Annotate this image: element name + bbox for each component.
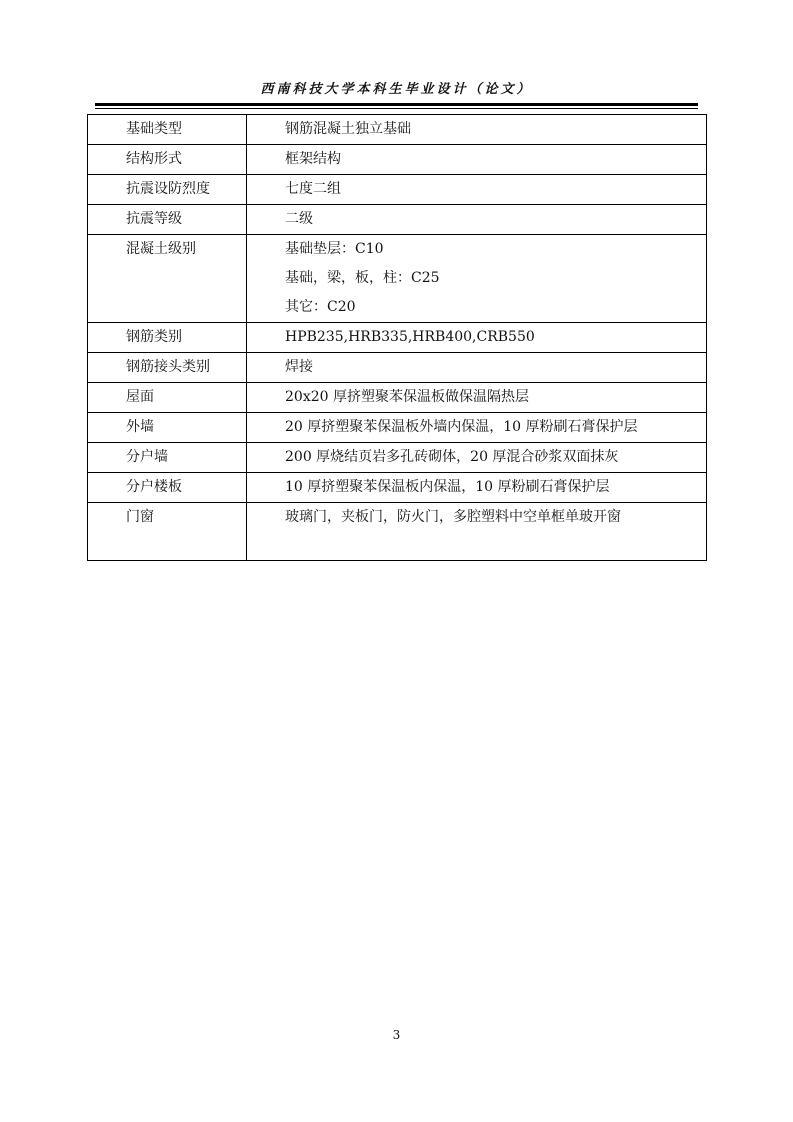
header-rule-thin	[95, 108, 698, 109]
header-rule-thick	[95, 103, 698, 106]
value-line: 20x20 厚挤塑聚苯保温板做保温隔热层	[285, 389, 529, 405]
row-label: 混凝土级别	[88, 235, 247, 323]
value-line: 其它：C20	[285, 299, 356, 315]
row-value	[247, 413, 707, 443]
page-header-title: 西南科技大学本科生毕业设计（论文）	[260, 82, 533, 97]
value-line: 框架结构	[285, 151, 341, 167]
row-label: 抗震设防烈度	[88, 175, 247, 205]
row-label: 外墙	[88, 413, 247, 443]
value-line: 玻璃门，夹板门，防火门，多腔塑料中空单框单玻开窗	[285, 509, 621, 525]
row-label: 门窗	[88, 503, 247, 561]
table-row	[88, 145, 707, 175]
row-label: 屋面	[88, 383, 247, 413]
row-value	[247, 353, 707, 383]
value-line: HPB235,HRB335,HRB400,CRB550	[285, 329, 535, 345]
table-row	[88, 413, 707, 443]
row-value	[247, 323, 707, 353]
table-row	[88, 473, 707, 503]
row-label: 基础类型	[88, 115, 247, 145]
value-line: 二级	[285, 211, 313, 227]
table-row	[88, 323, 707, 353]
value-line: 焊接	[285, 359, 313, 375]
table-row	[88, 205, 707, 235]
design-spec-table	[87, 114, 707, 561]
value-line: 200 厚烧结页岩多孔砖砌体，20 厚混合砂浆双面抹灰	[285, 449, 619, 465]
row-value	[247, 145, 707, 175]
row-value	[247, 443, 707, 473]
table-row	[88, 235, 707, 323]
row-value	[247, 503, 707, 561]
value-line: 10 厚挤塑聚苯保温板内保温，10 厚粉刷石膏保护层	[285, 479, 610, 495]
table-row	[88, 503, 707, 561]
value-line: 钢筋混凝土独立基础	[285, 121, 411, 137]
value-line: 基础垫层：C10	[285, 241, 384, 257]
row-label: 钢筋类别	[88, 323, 247, 353]
row-value	[247, 235, 707, 323]
value-line: 基础，梁，板，柱：C25	[285, 270, 440, 286]
row-value	[247, 115, 707, 145]
value-line: 七度二组	[285, 181, 341, 197]
value-line: 20 厚挤塑聚苯保温板外墙内保温，10 厚粉刷石膏保护层	[285, 419, 638, 435]
row-value	[247, 383, 707, 413]
row-value	[247, 473, 707, 503]
table-row	[88, 383, 707, 413]
row-value	[247, 205, 707, 235]
table-row	[88, 443, 707, 473]
row-label: 钢筋接头类别	[88, 353, 247, 383]
row-label: 分户楼板	[88, 473, 247, 503]
table-row	[88, 353, 707, 383]
row-label: 分户墙	[88, 443, 247, 473]
row-label: 结构形式	[88, 145, 247, 175]
row-label: 抗震等级	[88, 205, 247, 235]
table-row	[88, 115, 707, 145]
table-row	[88, 175, 707, 205]
page-number: 3	[392, 1028, 401, 1042]
row-value	[247, 175, 707, 205]
